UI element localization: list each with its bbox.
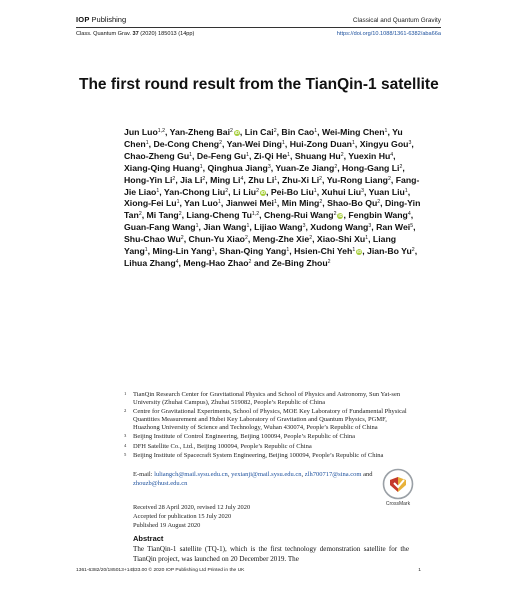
affiliation-marker: 4 [240,175,244,182]
author-name: Ze-Bing Zhou$^2$ [271,257,331,268]
affiliation-marker: 1 [145,139,149,146]
citation: Class. Quantum Grav. 37 (2020) 185013 (14pp) [76,31,195,37]
affiliation-marker: 2 [178,211,182,218]
author-name: Lin Cai$^2$ [244,127,277,137]
email-block: E-mail: luliangch@mail.sysu.edu.cn, yexianji@mail.sysu.edu.cn, zlh700717@sina.com and zhouzb@hust.edu.cn [133,471,373,487]
author-name: Meng-Zhe Xie$^2$ [252,234,313,245]
affiliation-marker: 1,2 [251,211,260,218]
affiliation-marker: 2 [340,151,344,158]
author-name: Xiong-Fei Lu$^1$ [124,198,180,209]
author-name: Yu-Rong Liang$^2$ [326,174,391,185]
affiliation-item [124,452,410,460]
affiliation-marker: 2 [244,235,248,242]
affiliation-marker: 1 [313,187,317,194]
author-name: Bin Cao$^1$ [281,127,318,137]
affiliation-marker: 1 [384,128,388,134]
affiliation-marker: 2 [309,235,313,242]
author-name: Fang-Jie Liao$^1$ [124,174,420,197]
author-name: Liang Yang$^1$ [124,234,397,257]
orcid-icon[interactable]: iD [234,130,240,135]
header-divider [76,27,441,28]
published-date: Published 19 August 2020 [133,522,201,529]
author-name: Lihua Zhang$^4$ [124,257,179,268]
affiliation-item [124,391,410,407]
author-name: De-Feng Gu$^1$ [196,150,249,161]
abstract-heading: Abstract [133,534,164,543]
affiliation-marker: 4 [407,211,411,218]
crossmark-icon [382,468,414,500]
affiliation-marker: 1 [282,139,285,146]
affiliation-marker: 4 [390,151,394,158]
affiliation-marker: 1,2 [157,128,165,134]
author-name: Shan-Qing Yang$^1$ [219,246,290,257]
orcid-icon[interactable]: iD [357,249,362,255]
author-name: Lijiao Wang$^3$ [254,222,306,233]
author-name: Hsien-Chi Yeh$^1$ iD [294,246,362,257]
affiliation-text: DFH Satellite Co., Ltd., Beijing 100094, People’s Republic of China [133,442,312,450]
affiliation-marker: 1 [274,175,278,182]
author-name: Wei-Ming Chen$^1$ [321,127,388,137]
author-name: Min Ming$^2$ [281,198,323,209]
affiliation-marker: 2 [273,128,277,134]
author-name: Jianwei Mei$^1$ [225,198,277,209]
affiliation-marker: 1 [189,151,193,158]
author-name: Yuan-Ze Jiang$^2$ [275,162,338,173]
author-name: Ming-Lin Yang$^1$ [152,246,215,257]
author-name: Chao-Zheng Gu$^1$ [124,150,193,161]
author-name: De-Cong Cheng$^2$ [153,138,222,149]
paper-title: The first round result from the TianQin-1 satellite [79,76,439,93]
author-name: Jia Li$^2$ [180,174,206,185]
author-name: Yuan Liu$^1$ [368,186,408,197]
received-date: Received 28 April 2020, revised 12 July 2020 [133,504,251,511]
author-name: Yan-Zheng Bai$^2$ iD [169,127,240,137]
affiliation-marker: 1 [246,223,250,230]
affiliation-number: 2 [124,408,127,414]
author-name: Jun Luo$^{1,2}$ [124,127,165,137]
author-name: Hong-Yin Li$^2$ [124,174,176,185]
affiliation-marker: 3 [302,223,306,230]
affiliation-marker: 1 [365,235,369,242]
author-name: Fengbin Wang$^4$ [348,210,411,221]
affiliation-marker: 1 [351,139,355,146]
affiliation-marker: 2 [319,199,323,206]
affiliation-marker: 2 [411,247,415,254]
affiliation-number: 5 [124,451,127,457]
affiliation-item [124,433,410,441]
affiliation-marker: 1 [404,187,408,194]
affiliation-marker: 1 [273,199,277,206]
crossmark-label: CrossMark [385,501,411,507]
author-name: Hong-Gang Li$^2$ [342,162,403,173]
affiliation-marker: 1 [211,247,215,254]
author-name: Xingyu Gou$^3$ [359,138,412,149]
author-name: Ming Li$^4$ [210,174,244,185]
author-name: Zhu Li$^1$ [248,174,278,185]
author-name: Chun-Yu Xiao$^2$ [188,234,248,245]
affiliation-marker: 1 [352,247,356,254]
author-name: Meng-Hao Zhao$^2$ [183,257,252,268]
author-name: Jian Wang$^1$ [203,222,250,233]
author-name: Qinghua Jiang$^3$ [207,162,271,173]
journal-name: Classical and Quantum Gravity [352,17,441,24]
author-name: Shao-Bo Qu$^2$ [327,198,381,209]
affiliation-text: TianQin Research Center for Gravitational Physics and School of Physics and Astronomy, Sun Yat-sen University (Zhuhai Campus), Zhuhai 519082, People’s Republic of China [133,391,401,407]
author-name: Yu Chen$^1$ [124,127,403,149]
affiliation-list [124,391,410,461]
abstract-section [133,534,409,565]
author-name: Yan-Wei Ding$^1$ [226,138,285,149]
author-name: Cheng-Rui Wang$^2$ iD [263,210,343,221]
affiliation-marker: 1 [144,247,148,254]
author-name: Yan Luo$^1$ [184,198,221,209]
affiliation-marker: 2 [248,258,252,265]
affiliation-marker: 2 [230,128,233,134]
affiliation-marker: 1 [286,247,290,254]
affiliation-text: Centre for Gravitational Experiments, School of Physics, MOE Key Laboratory of Fundamental Physical Quantities Measurement and Hubei Key Laboratory of Gravitation and Quantum Physics, PGMF, Huazhong University of Science and Technology, Wuhan 430074, People’s Republic of China [133,408,407,432]
affiliation-marker: 2 [388,175,391,182]
copyright-line: 1361-6382/20/185013+14$33.00 © 2020 IOP Publishing Ltd Printed in the UK [76,568,245,573]
author-name: Mi Tang$^2$ [146,210,182,221]
affiliation-marker: 2 [138,211,142,218]
publisher-logo: IOP Publishing [76,15,127,24]
affiliation-marker: 1 [195,223,199,230]
affiliation-marker: 1 [156,187,160,194]
affiliation-marker: 5 [410,223,414,230]
email-link[interactable]: zlh700717@sina.com [304,471,362,478]
author-name: Yan-Chong Liu$^2$ [163,186,229,197]
affiliation-text: Beijing Institute of Control Engineering, Beijing 100094, People’s Republic of China [133,433,356,441]
author-name: Xiang-Qing Huang$^1$ [124,162,203,173]
affiliation-number: 3 [124,433,127,439]
author-name: Xudong Wang$^3$ [310,222,372,233]
affiliation-marker: 3 [408,139,412,146]
email-label: E-mail: [133,471,153,478]
affiliation-number: 1 [124,391,127,396]
affiliation-marker: 2 [202,175,206,182]
affiliation-marker: 3 [267,163,271,170]
affiliation-text: Beijing Institute of Spacecraft System Engineering, Beijing 100094, People’s Republic of China [133,451,384,459]
author-name: Xiao-Shi Xu$^1$ [316,234,369,245]
affiliation-marker: 2 [219,139,222,146]
author-name: Guan-Fang Wang$^1$ [124,222,199,233]
author-name: Hui-Zong Duan$^1$ [289,138,355,149]
orcid-icon[interactable]: iD [338,213,343,219]
author-name: Zhu-Xi Li$^2$ [281,174,323,185]
affiliation-marker: 2 [256,187,259,194]
affiliation-marker: 3 [368,223,372,230]
affiliation-marker: 2 [319,175,323,182]
affiliation-marker: 2 [399,163,403,170]
affiliation-marker: 2 [180,235,184,242]
affiliation-marker: 1 [287,151,291,158]
abstract-text: The TianQin-1 satellite (TQ-1), which is the first technology demonstration satellite for the TianQin project, was launched on 20 December 2019. The [133,545,409,563]
author-name: Shuang Hu$^2$ [294,150,344,161]
affiliation-marker: 2 [327,258,331,265]
dates-block [133,503,250,530]
author-name: Ran Wei$^5$ [376,222,414,233]
email-link[interactable]: luliangch@mail.sysu.edu.cn [154,471,228,478]
doi-link[interactable]: https://doi.org/10.1088/1361-6382/aba66a [336,31,441,37]
affiliation-marker: 1 [176,199,180,206]
affiliation-number: 4 [124,442,127,448]
author-name: Liang-Cheng Tu$^{1,2}$ [186,210,260,221]
author-name: Shu-Chao Wu$^2$ [124,234,184,245]
page-header [76,12,441,37]
affiliation-item [124,443,410,451]
orcid-icon[interactable]: iD [260,189,266,195]
page-number: 1 [418,568,421,573]
affiliation-item [124,408,410,432]
affiliation-marker: 2 [333,211,337,218]
page-footer [76,568,421,573]
affiliation-marker: 2 [225,187,229,194]
author-name: Li Liu$^2$ iD [232,186,266,197]
affiliation-marker: 2 [377,199,381,206]
crossmark-badge[interactable] [376,468,420,507]
affiliation-marker: 2 [172,175,176,182]
author-name: Pei-Bo Liu$^1$ [270,186,317,197]
affiliation-marker: 3 [361,187,364,194]
accepted-date: Accepted for publication 15 July 2020 [133,513,232,520]
affiliation-marker: 1 [217,199,221,206]
email-link[interactable]: zhouzb@hust.edu.cn [133,479,188,487]
author-list: Jun Luo$^{1,2}$, Yan-Zheng Bai$^2$ iD, Lin Cai$^2$, Bin Cao$^1$, Wei-Ming Chen$^1$, Yu Chen$^1$, De-Cong Cheng$^2$, Yan-Wei Ding$^1$, Hui-Zong Duan$^1$, Xingyu Gou$^3$, Chao-Zheng Gu$^1$, De-Feng Gu$^1$, Zi-Qi He$^1$, Shuang Hu$^2$, Yuexin Hu$^4$, Xiang-Qing Huang$^1$, Qinghua Jiang$^3$, Yuan-Ze Jiang$^2$, Hong-Gang Li$^2$, Hong-Yin Li$^2$, Jia Li$^2$, Ming Li$^4$, Zhu Li$^1$, Zhu-Xi Li$^2$, Yu-Rong Liang$^2$, Fang-Jie Liao$^1$, Yan-Chong Liu$^2$, Li Liu$^2$ iD, Pei-Bo Liu$^1$, Xuhui Liu$^3$, Yuan Liu$^1$, Xiong-Fei Lu$^1$, Yan Luo$^1$, Jianwei Mei$^1$, Min Ming$^2$, Shao-Bo Qu$^2$, Ding-Yin Tan$^2$, Mi Tang$^2$, Liang-Cheng Tu$^{1,2}$, Cheng-Rui Wang$^2$ iD, Fengbin Wang$^4$, Guan-Fang Wang$^1$, Jian Wang$^1$, Lijiao Wang$^3$, Xudong Wang$^3$, Ran Wei$^5$, Shu-Chao Wu$^2$, Chun-Yu Xiao$^2$, Meng-Zhe Xie$^2$, Xiao-Shi Xu$^1$, Liang Yang$^1$, Ming-Lin Yang$^1$, Shan-Qing Yang$^1$, Hsien-Chi Yeh$^1$ iD, Jian-Bo Yu$^2$, Lihua Zhang$^4$, Meng-Hao Zhao$^2$ and Ze-Bing Zhou$^2$ [124,127,421,268]
author-name: Yuexin Hu$^4$ [348,150,394,161]
author-name: Ding-Yin Tan$^2$ [124,198,421,221]
affiliation-marker: 1 [314,128,318,134]
affiliation-marker: 2 [334,163,338,170]
author-name: Jian-Bo Yu$^2$ [367,246,415,257]
affiliation-marker: 1 [246,151,249,158]
email-link[interactable]: yexianji@mail.sysu.edu.cn [231,471,302,478]
affiliation-marker: 1 [199,163,203,170]
affiliation-marker: 4 [175,258,179,265]
author-name: Xuhui Liu$^3$ [321,186,364,197]
author-name: Zi-Qi He$^1$ [253,150,291,161]
